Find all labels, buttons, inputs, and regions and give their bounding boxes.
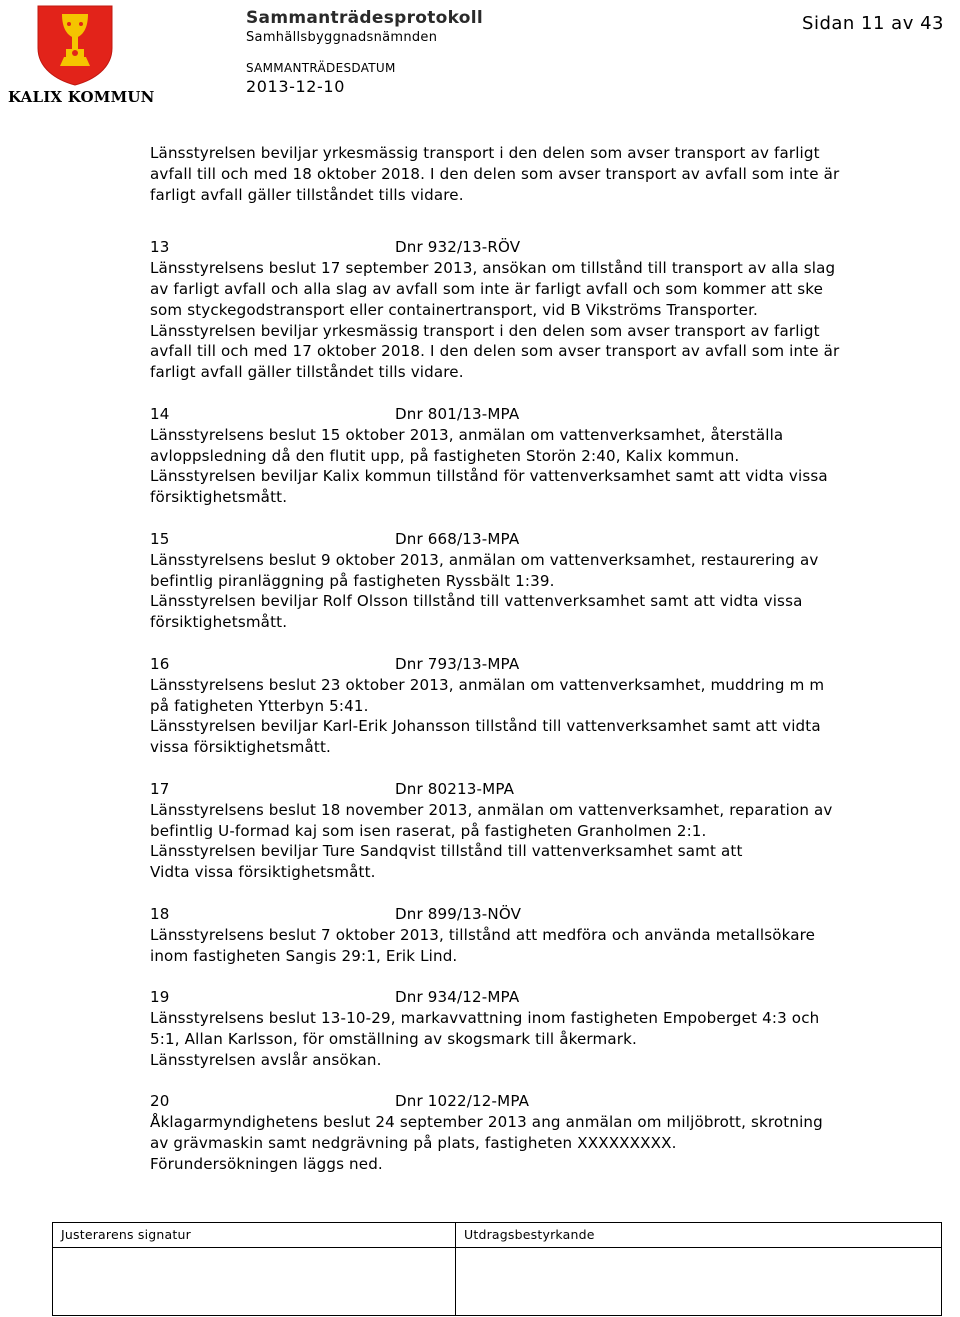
item-heading [150,1091,940,1112]
document-title: Sammanträdesprotokoll [246,8,484,28]
item-heading [150,529,940,550]
item-number: 17 [150,779,170,798]
text-line: Länsstyrelsen beviljar yrkesmässig transport i den delen som avser transport av farligt [150,321,820,340]
text-line: Länsstyrelsens beslut 7 oktober 2013, tillstånd att medföra och använda metallsökare [150,925,816,944]
page-number: Sidan 11 av 43 [802,13,944,34]
text-line: inom fastigheten Sangis 29:1, Erik Lind. [150,946,458,965]
text-line: farligt avfall gäller tillståndet tills vidare. [150,185,464,204]
document-body [150,143,940,1175]
document-header [246,8,483,96]
decision-item [150,654,940,758]
item-dnr: Dnr 932/13-RÖV [395,238,521,257]
signature-label: Justerarens signatur [61,1227,191,1242]
item-dnr: Dnr 80213-MPA [395,779,515,798]
item-heading [150,987,940,1008]
decision-item [150,237,940,383]
text-line: försiktighetsmått. [150,488,288,507]
meeting-date-label: SAMMANTRÄDESDATUM [246,61,396,75]
text-line: Länsstyrelsens beslut 17 september 2013, ansökan om tillstånd till transport av alla slag [150,259,836,278]
extract-field[interactable] [456,1248,942,1316]
text-line: Förundersökningen läggs ned. [150,1154,383,1173]
text-line: avfall till och med 17 oktober 2018. I den delen som avser transport av avfall som inte är [150,342,840,361]
text-line: Länsstyrelsen avslår ansökan. [150,1050,382,1069]
item-dnr: Dnr 934/12-MPA [395,988,520,1007]
decision-item [150,904,940,966]
committee-name: Samhällsbyggnadsnämnden [246,30,438,45]
text-line: 5:1, Allan Karlsson, för omställning av skogsmark till åkermark. [150,1029,637,1048]
text-line: av farligt avfall och alla slag av avfall som inte är farligt avfall och som kommer att ske [150,279,824,298]
signature-field[interactable] [53,1248,456,1316]
text-line: försiktighetsmått. [150,613,288,632]
text-line: Länsstyrelsen beviljar yrkesmässig transport i den delen som avser transport av farligt [150,144,820,162]
text-line: Länsstyrelsen beviljar Rolf Olsson tillstånd till vattenverksamhet samt att vidta vissa [150,592,803,611]
item-number: 13 [150,238,170,257]
decision-item [150,529,940,633]
item-heading [150,904,940,925]
item-dnr: Dnr 801/13-MPA [395,404,520,423]
item-number: 18 [150,904,170,923]
text-line: Länsstyrelsens beslut 18 november 2013, anmälan om vattenverksamhet, reparation av [150,800,833,819]
text-line: vissa försiktighetsmått. [150,738,331,757]
text-line: Länsstyrelsens beslut 9 oktober 2013, anmälan om vattenverksamhet, restaurering av [150,550,819,569]
item-number: 16 [150,654,170,673]
item-number: 19 [150,988,170,1007]
text-line: avloppsledning då den flutit upp, på fastigheten Storön 2:40, Kalix kommun. [150,446,740,465]
item-heading [150,404,940,425]
municipality-logo [8,4,155,108]
text-line: Länsstyrelsen beviljar Kalix kommun tillstånd för vattenverksamhet samt att vidta vissa [150,467,828,486]
text-line: farligt avfall gäller tillståndet tills vidare. [150,363,464,382]
decision-item [150,404,940,508]
text-line: Åklagarmyndighetens beslut 24 september 2013 ang anmälan om miljöbrott, skrotning [150,1113,823,1132]
item-dnr: Dnr 1022/12-MPA [395,1092,530,1111]
item-dnr: Dnr 793/13-MPA [395,654,520,673]
text-line: som styckegodstransport eller containertransport, vid B Vikströms Transporter. [150,300,758,319]
text-line: befintlig piranläggning på fastigheten Ryssbält 1:39. [150,571,555,590]
text-line: Länsstyrelsens beslut 23 oktober 2013, anmälan om vattenverksamhet, muddring m m [150,675,825,694]
intro-paragraph [150,143,940,205]
decision-item [150,1091,940,1174]
decision-item [150,987,940,1070]
item-number: 14 [150,404,170,423]
decision-item [150,779,940,883]
text-line: Länsstyrelsens beslut 13-10-29, markavvattning inom fastigheten Empoberget 4:3 och [150,1009,820,1028]
text-line: avfall till och med 18 oktober 2018. I den delen som avser transport av avfall som inte är [150,164,840,183]
meeting-date: 2013-12-10 [246,77,345,96]
text-line: Länsstyrelsen beviljar Karl-Erik Johansson tillstånd till vattenverksamhet samt att vidta [150,717,821,736]
logo-text: KALIX KOMMUN [8,88,155,106]
extract-label: Utdragsbestyrkande [464,1227,595,1242]
item-heading [150,654,940,675]
item-dnr: Dnr 899/13-NÖV [395,904,522,923]
text-line: befintlig U-formad kaj som isen raserat, på fastigheten Granholmen 2:1. [150,821,707,840]
text-line: Länsstyrelsen beviljar Ture Sandqvist tillstånd till vattenverksamhet samt att [150,842,743,861]
item-heading [150,237,940,258]
text-line: på fatigheten Ytterbyn 5:41. [150,696,369,715]
item-number: 15 [150,529,170,548]
text-line: Vidta vissa försiktighetsmått. [150,863,376,882]
item-dnr: Dnr 668/13-MPA [395,529,520,548]
coat-of-arms-icon [36,4,114,86]
text-line: av grävmaskin samt nedgrävning på plats, fastigheten XXXXXXXXX. [150,1134,677,1153]
text-line: Länsstyrelsens beslut 15 oktober 2013, anmälan om vattenverksamhet, återställa [150,425,784,444]
item-number: 20 [150,1092,170,1111]
signature-table [52,1222,942,1316]
item-heading [150,779,940,800]
